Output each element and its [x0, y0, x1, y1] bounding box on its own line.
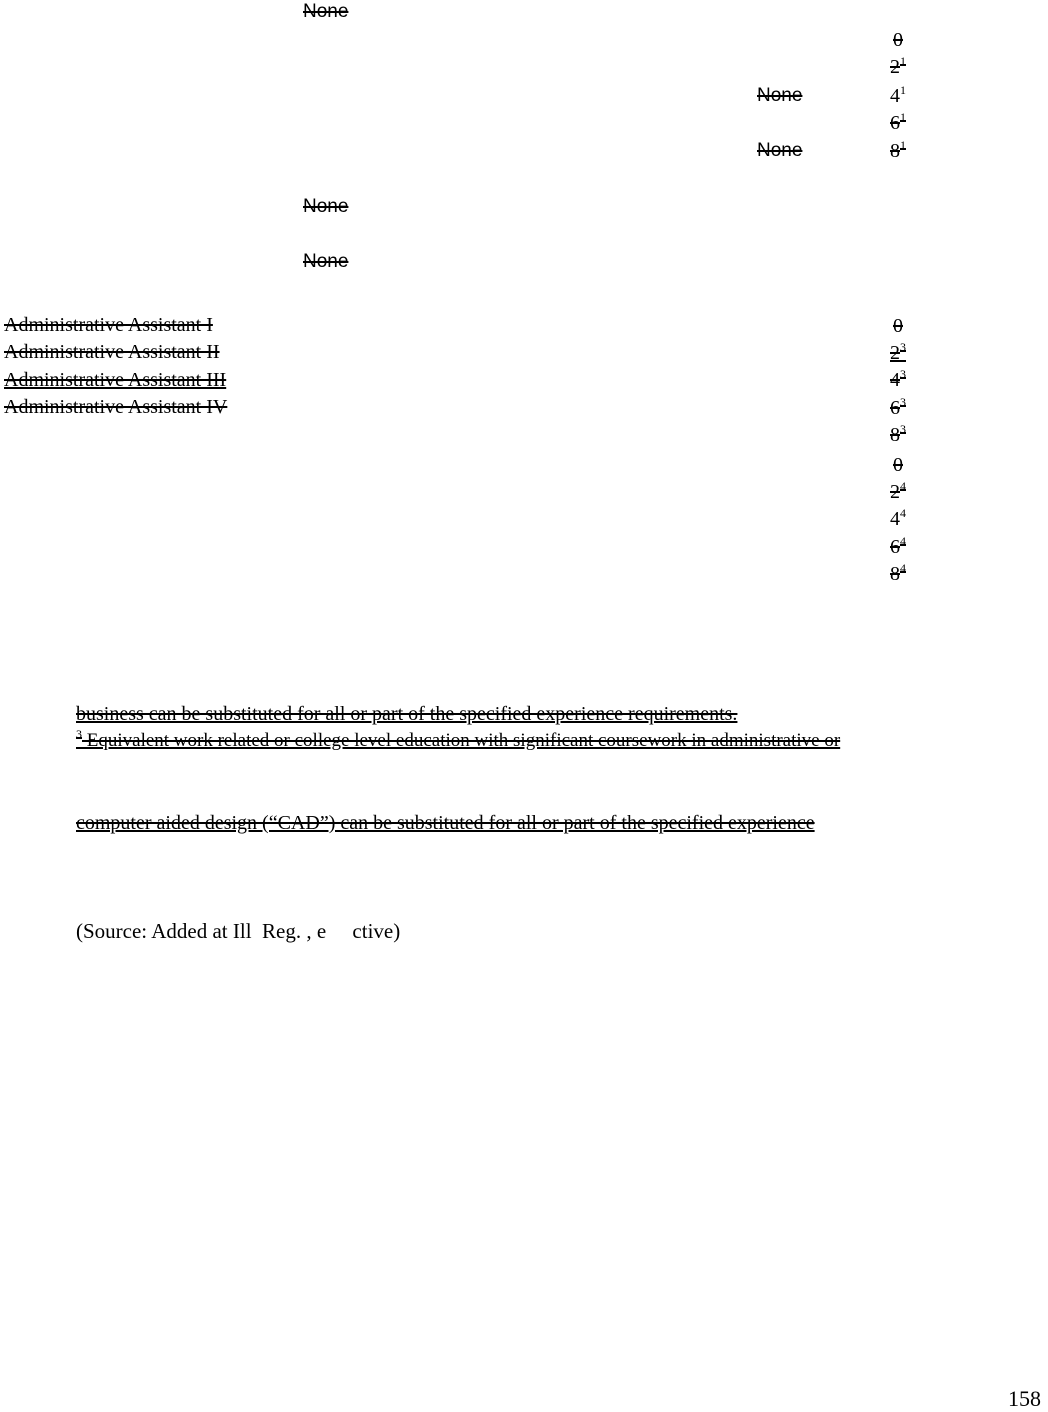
experience-years: $2^4$: [890, 479, 906, 503]
experience-years: $8^4$: [890, 561, 906, 585]
job-title: Administrative Assistant II: [4, 341, 220, 363]
experience-years: $4^3$: [890, 367, 906, 391]
experience-years: 0: [893, 454, 903, 476]
experience-years: $6^4$: [890, 534, 906, 558]
footnote-line: computer aided design (“CAD”) can be substituted for all or part of the specified experience: [76, 812, 815, 834]
experience-years: $8^1$: [890, 138, 906, 162]
job-title: Administrative Assistant III: [4, 369, 227, 391]
page-number: 158: [1008, 1386, 1041, 1411]
none-label: None: [757, 85, 803, 106]
none-label: None: [303, 196, 349, 217]
footnote-line: business can be substituted for all or part of the specified experience requirements.: [76, 703, 738, 725]
none-label: None: [303, 1, 349, 22]
none-label: None: [303, 251, 349, 272]
none-label: None: [757, 140, 803, 161]
experience-years: $8^3$: [890, 422, 906, 446]
experience-years: $6^1$: [890, 110, 906, 134]
experience-years: 0: [893, 29, 903, 51]
experience-years: $6^3$: [890, 395, 906, 419]
experience-years: 0: [893, 315, 903, 337]
job-title: Administrative Assistant IV: [4, 396, 228, 418]
footnote-3: $^3$ Equivalent work related or college level education with significant coursework in administrative or: [76, 727, 841, 751]
experience-years: $2^1$: [890, 54, 906, 78]
job-title: Administrative Assistant I: [4, 314, 213, 336]
experience-years: $4^4$: [890, 506, 906, 530]
experience-years: $2^3$: [890, 340, 906, 364]
source-note: (Source: Added at Ill Reg. , e ctive): [76, 919, 401, 943]
experience-years: $4^1$: [890, 83, 906, 107]
